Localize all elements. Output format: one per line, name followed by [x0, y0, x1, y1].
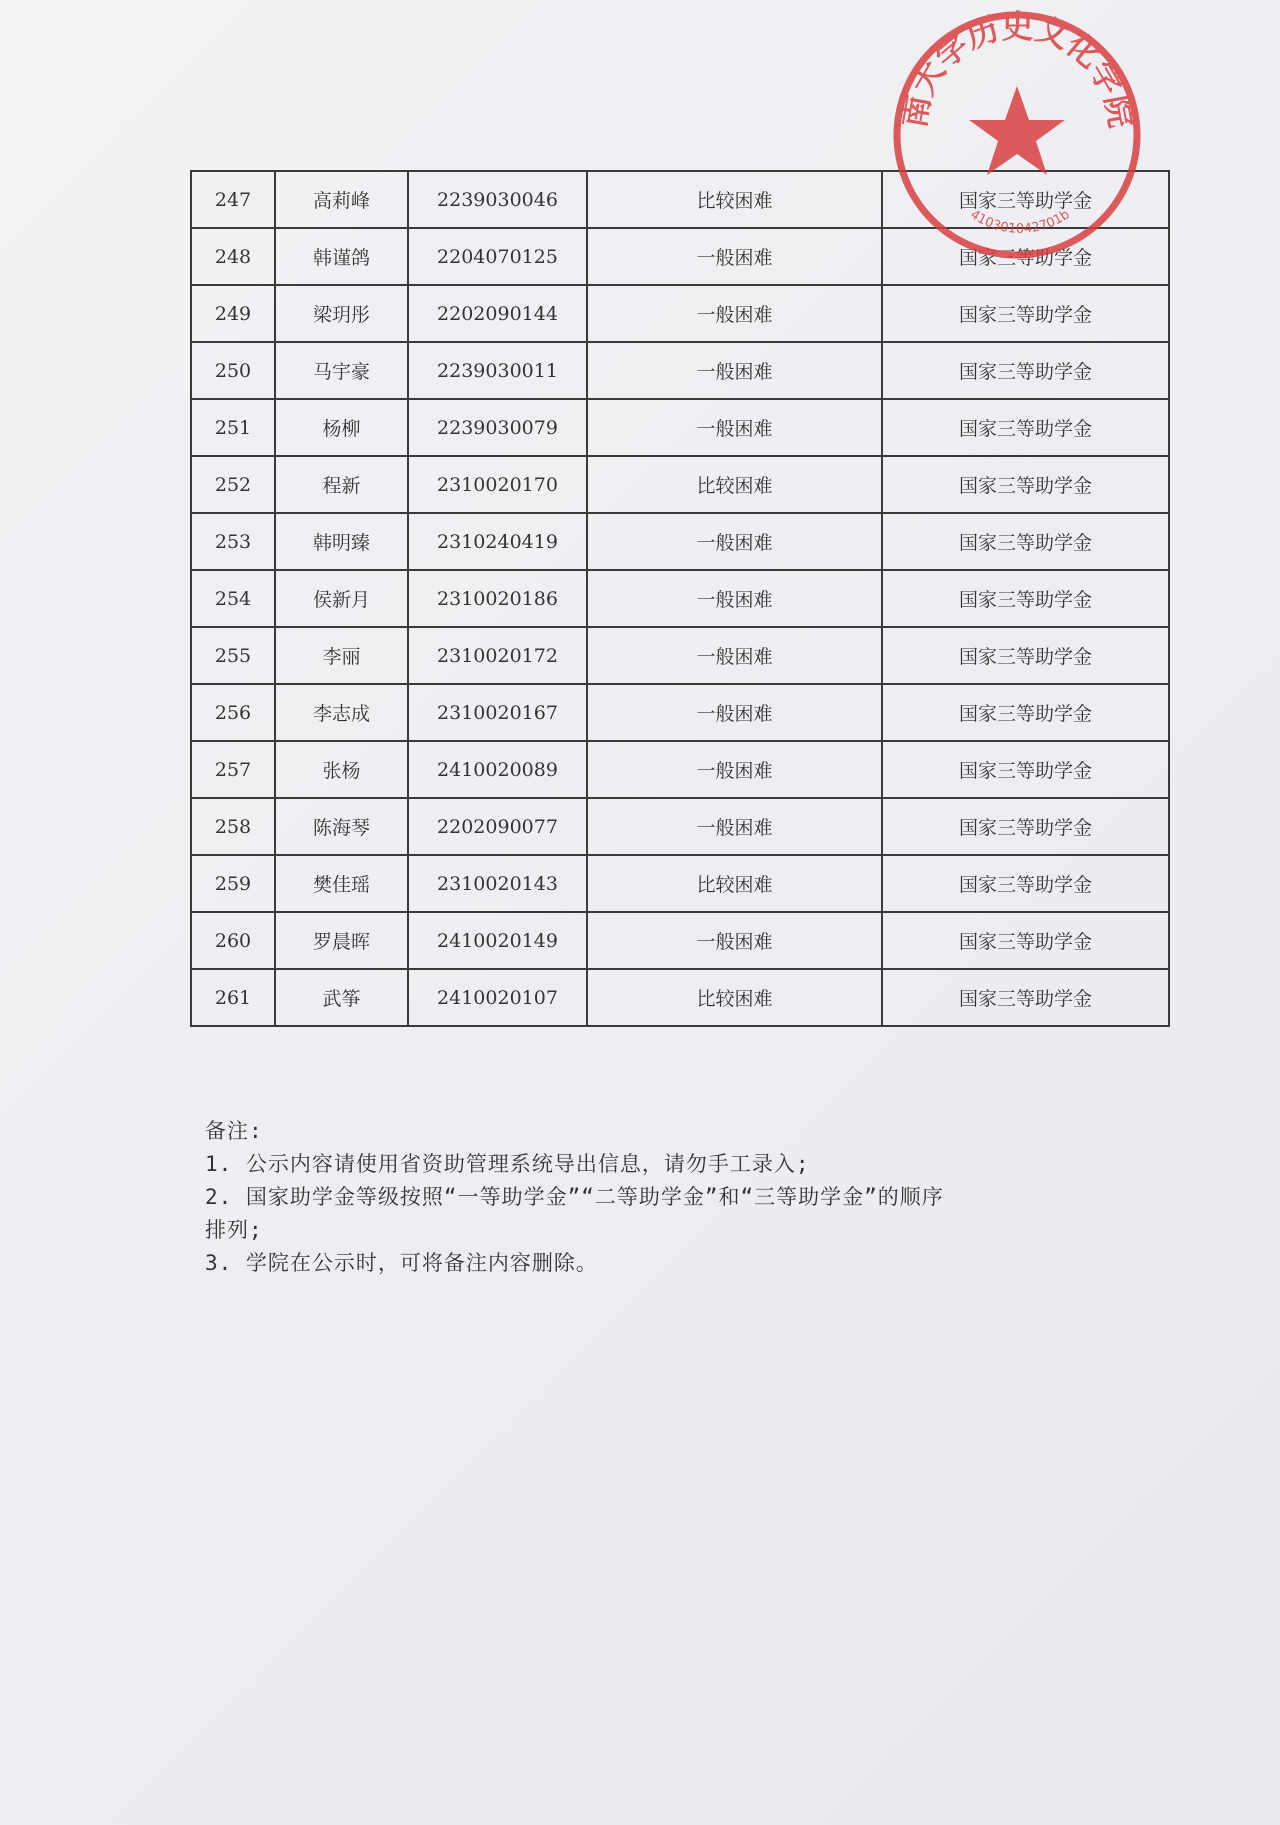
table-row	[191, 456, 1169, 513]
row-number-cell: 261	[191, 969, 275, 1026]
difficulty-level-cell: 一般困难	[587, 741, 882, 798]
student-name-cell: 马宇豪	[275, 342, 408, 399]
student-id-cell: 2239030079	[408, 399, 587, 456]
grant-level-cell: 国家三等助学金	[882, 228, 1169, 285]
seal-text: 南大学历史文化学院	[894, 8, 1141, 131]
grant-level-cell: 国家三等助学金	[882, 399, 1169, 456]
difficulty-level-cell: 一般困难	[587, 912, 882, 969]
row-number-cell: 249	[191, 285, 275, 342]
table-row	[191, 171, 1169, 228]
student-id-cell: 2202090144	[408, 285, 587, 342]
student-name-cell: 杨柳	[275, 399, 408, 456]
grant-level-cell: 国家三等助学金	[882, 627, 1169, 684]
roster-table	[190, 170, 1170, 1027]
student-name-cell: 李丽	[275, 627, 408, 684]
table-row	[191, 342, 1169, 399]
difficulty-level-cell: 一般困难	[587, 684, 882, 741]
difficulty-level-cell: 比较困难	[587, 969, 882, 1026]
student-id-cell: 2239030011	[408, 342, 587, 399]
difficulty-level-cell: 一般困难	[587, 399, 882, 456]
grant-level-cell: 国家三等助学金	[882, 513, 1169, 570]
student-id-cell: 2410020089	[408, 741, 587, 798]
student-id-cell: 2410020149	[408, 912, 587, 969]
difficulty-level-cell: 比较困难	[587, 171, 882, 228]
table-row	[191, 798, 1169, 855]
grant-level-cell: 国家三等助学金	[882, 456, 1169, 513]
student-id-cell: 2310020170	[408, 456, 587, 513]
grant-level-cell: 国家三等助学金	[882, 342, 1169, 399]
notes-line-2-continued: 排列;	[205, 1218, 263, 1242]
grant-level-cell: 国家三等助学金	[882, 570, 1169, 627]
grant-level-cell: 国家三等助学金	[882, 912, 1169, 969]
seal-star-icon	[969, 86, 1065, 175]
grant-level-cell: 国家三等助学金	[882, 684, 1169, 741]
notes-line-2: 2. 国家助学金等级按照“一等助学金”“二等助学金”和“三等助学金”的顺序	[205, 1185, 944, 1209]
student-id-cell: 2310020172	[408, 627, 587, 684]
student-name-cell: 张杨	[275, 741, 408, 798]
difficulty-level-cell: 比较困难	[587, 855, 882, 912]
difficulty-level-cell: 一般困难	[587, 285, 882, 342]
row-number-cell: 252	[191, 456, 275, 513]
notes-heading: 备注:	[205, 1119, 263, 1143]
student-name-cell: 程新	[275, 456, 408, 513]
table-row	[191, 855, 1169, 912]
row-number-cell: 258	[191, 798, 275, 855]
student-id-cell: 2204070125	[408, 228, 587, 285]
notes-section	[205, 1115, 1105, 1280]
row-number-cell: 248	[191, 228, 275, 285]
difficulty-level-cell: 一般困难	[587, 570, 882, 627]
student-name-cell: 樊佳瑶	[275, 855, 408, 912]
row-number-cell: 253	[191, 513, 275, 570]
student-id-cell: 2239030046	[408, 171, 587, 228]
table-row	[191, 285, 1169, 342]
notes-line-1: 1. 公示内容请使用省资助管理系统导出信息，请勿手工录入;	[205, 1152, 810, 1176]
difficulty-level-cell: 一般困难	[587, 342, 882, 399]
student-id-cell: 2310020186	[408, 570, 587, 627]
difficulty-level-cell: 一般困难	[587, 513, 882, 570]
student-name-cell: 罗晨晖	[275, 912, 408, 969]
grant-level-cell: 国家三等助学金	[882, 285, 1169, 342]
student-id-cell: 2310240419	[408, 513, 587, 570]
difficulty-level-cell: 一般困难	[587, 228, 882, 285]
student-name-cell: 韩谨鸽	[275, 228, 408, 285]
student-name-cell: 李志成	[275, 684, 408, 741]
table-row	[191, 969, 1169, 1026]
table-row	[191, 912, 1169, 969]
difficulty-level-cell: 一般困难	[587, 798, 882, 855]
student-name-cell: 武筝	[275, 969, 408, 1026]
student-name-cell: 韩明臻	[275, 513, 408, 570]
student-name-cell: 高莉峰	[275, 171, 408, 228]
row-number-cell: 255	[191, 627, 275, 684]
row-number-cell: 259	[191, 855, 275, 912]
row-number-cell: 250	[191, 342, 275, 399]
grant-level-cell: 国家三等助学金	[882, 741, 1169, 798]
grant-level-cell: 国家三等助学金	[882, 798, 1169, 855]
table-row	[191, 513, 1169, 570]
row-number-cell: 247	[191, 171, 275, 228]
difficulty-level-cell: 一般困难	[587, 627, 882, 684]
seal-code: 410301042701b	[967, 207, 1073, 237]
notes-line-3: 3. 学院在公示时，可将备注内容删除。	[205, 1251, 598, 1275]
student-id-cell: 2410020107	[408, 969, 587, 1026]
student-name-cell: 侯新月	[275, 570, 408, 627]
roster-body	[191, 171, 1169, 1026]
table-row	[191, 627, 1169, 684]
student-id-cell: 2202090077	[408, 798, 587, 855]
row-number-cell: 260	[191, 912, 275, 969]
table-row	[191, 684, 1169, 741]
student-id-cell: 2310020143	[408, 855, 587, 912]
table-row	[191, 228, 1169, 285]
row-number-cell: 251	[191, 399, 275, 456]
row-number-cell: 257	[191, 741, 275, 798]
student-name-cell: 梁玥彤	[275, 285, 408, 342]
table-row	[191, 570, 1169, 627]
student-name-cell: 陈海琴	[275, 798, 408, 855]
student-id-cell: 2310020167	[408, 684, 587, 741]
grant-level-cell: 国家三等助学金	[882, 969, 1169, 1026]
table-row	[191, 741, 1169, 798]
grant-level-cell: 国家三等助学金	[882, 855, 1169, 912]
table-row	[191, 399, 1169, 456]
grant-level-cell: 国家三等助学金	[882, 171, 1169, 228]
row-number-cell: 256	[191, 684, 275, 741]
row-number-cell: 254	[191, 570, 275, 627]
difficulty-level-cell: 比较困难	[587, 456, 882, 513]
